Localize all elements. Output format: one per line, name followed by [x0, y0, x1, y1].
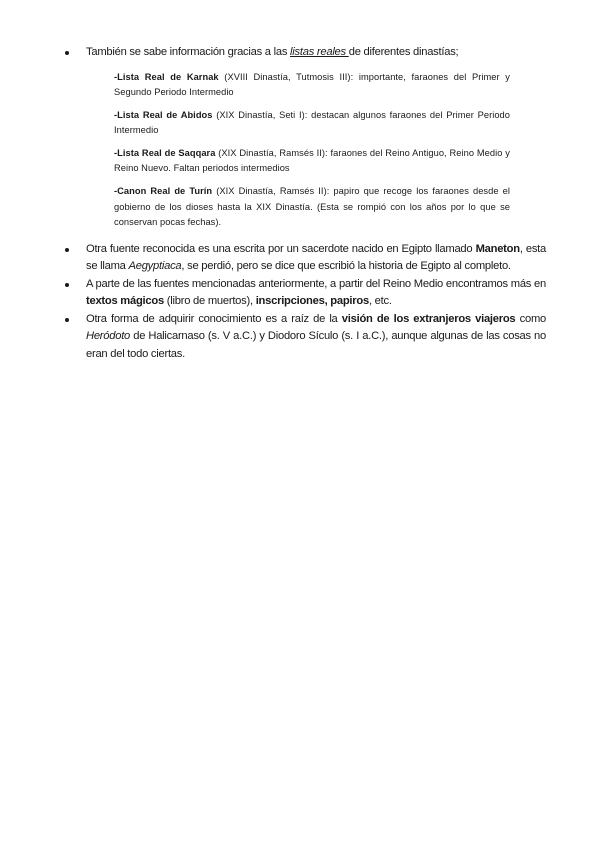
sub-item-text: (XVIII Dinastía, Tutmosis III): importante, faraones del Primer y Segundo Periodo Intermedio: [114, 71, 510, 98]
bullet-text: (libro de muertos),: [163, 295, 256, 308]
sub-item-text: (XIX Dinastía, Ramsés II): faraones del Reino Antiguo, Reino Medio y Reino Nuevo. Faltan periodos intermedios: [114, 147, 510, 174]
bullet-icon: [65, 283, 69, 287]
sub-item-turin: [114, 184, 510, 231]
bullet-text: También se sabe información gracias a las: [86, 46, 291, 58]
bullet-text: Otra forma de adquirir conocimiento es a raíz de la: [86, 312, 342, 325]
sub-item-title: -Lista Real de Karnak: [114, 71, 219, 82]
bullet-item-fuentes: [62, 276, 546, 311]
bullet-icon: [65, 318, 69, 322]
vision-extranjeros: visión de los extranjeros viajeros: [341, 312, 516, 325]
listas-reales-sublist: [114, 70, 510, 231]
sub-item-text: (XIX Dinastía, Ramsés II): papiro que recoge los faraones desde el gobierno de los dioses hasta la XIX Dinastía. (Esta se rompió con los años por lo que se conservan pocas fechas).: [114, 186, 510, 228]
bullet-item-maneton: [62, 241, 546, 276]
sub-item-abidos: [114, 108, 510, 139]
bullet-icon: [65, 248, 69, 252]
bullet-text: de diferentes dinastías;: [348, 46, 459, 58]
maneton-name: Maneton: [475, 242, 520, 255]
bullet-icon: [65, 51, 69, 55]
bullet-item-viajeros: [62, 311, 546, 364]
textos-magicos: textos mágicos: [86, 295, 164, 308]
aegyptiaca-title: Aegyptiaca: [128, 260, 182, 273]
sub-item-title: -Lista Real de Saqqara: [114, 147, 216, 158]
bullet-text: como: [515, 312, 547, 325]
bullet-text: de Halicarnaso (s. V a.C.) y Diodoro Sículo (s. I a.C.), aunque algunas de las cosas no eran del todo ciertas.: [86, 330, 546, 360]
sub-item-karnak: [114, 70, 510, 101]
sub-item-title: -Lista Real de Abidos: [114, 109, 213, 120]
bullet-text: , esta se llama: [86, 242, 546, 273]
listas-reales-link[interactable]: listas reales: [290, 46, 349, 58]
sub-item-text: (XIX Dinastía, Seti I): destacan algunos faraones del Primer Periodo Intermedio: [114, 109, 510, 136]
bullet-text: , se perdió, pero se dice que escribió la historia de Egipto al completo.: [181, 260, 511, 273]
sub-item-saqqara: [114, 146, 510, 177]
bullet-list: [62, 44, 546, 363]
bullet-text: Otra fuente reconocida es una escrita por un sacerdote nacido en Egipto llamado: [86, 242, 476, 255]
sub-item-title: -Canon Real de Turín: [114, 186, 213, 197]
bullet-text: , etc.: [368, 295, 392, 308]
inscripciones-papiros: inscripciones, papiros: [255, 295, 369, 308]
bullet-text: A parte de las fuentes mencionadas anteriormente, a partir del Reino Medio encontramos más en: [86, 277, 546, 290]
herodoto-name: Heródoto: [86, 330, 131, 343]
bullet-item-listas-reales: [62, 44, 546, 231]
